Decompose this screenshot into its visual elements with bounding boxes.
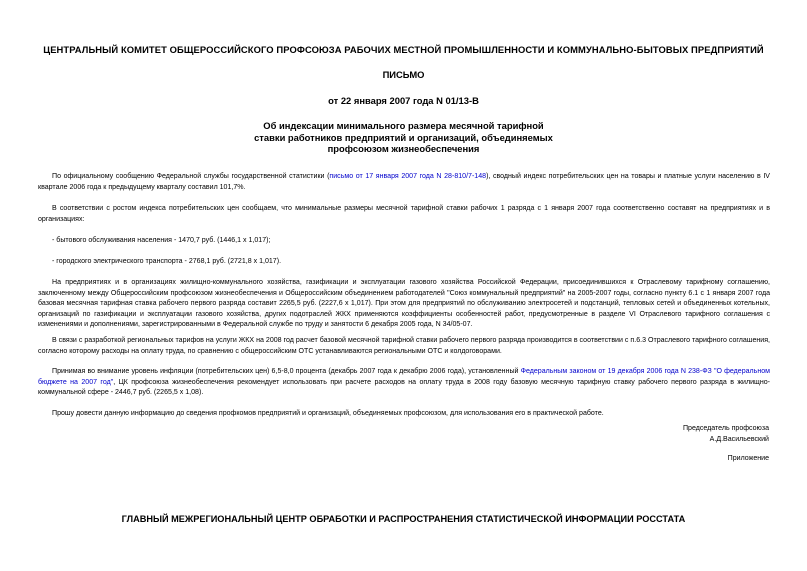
paragraph-inflation	[38, 367, 770, 399]
rosstat-footer: ГЛАВНЫЙ МЕЖРЕГИОНАЛЬНЫЙ ЦЕНТР ОБРАБОТКИ И РАСПРОСТРАНЕНИЯ СТАТИСТИЧЕСКОЙ ИНФОРМАЦИИ РОССТАТА	[121, 514, 686, 524]
paragraph-request: Прошу довести данную информацию до сведения профкомов предприятий и организаций, объединяемых профсоюзом, для использования его в практической работе.	[52, 410, 604, 417]
paragraph-minimum-rates: В соответствии с ростом индекса потребительских цен сообщаем, что минимальные размеры месячной тарифной ставки рабочих 1 разряда с 1 января 2007 года соответственно составят на предприятиях и в организациях:	[38, 205, 770, 223]
document-date: от 22 января 2007 года N 01/13-В	[328, 95, 479, 106]
paragraph-statistics	[38, 172, 770, 193]
subject-line-2: ставки работников предприятий и организаций, объединяемых	[254, 131, 553, 143]
paragraph-housing-utilities: На предприятиях и в организациях жилищно-коммунального хозяйства, газификации и эксплуатации газового хозяйства Российской Федерации, присоединившихся к Отраслевому тарифному соглашению, заключенному между Общероссийским профсоюзом жизнеобеспечения и Общероссийским объединением работодателей "Союз коммунальный предприятий" на 2005-2007 годы, согласно пункту 6.1 с 1 января 2007 года базовая месячная тарифная ставка рабочего первого разряда составит 2265,5 руб. (2227,6 х 1,017). При этом для предприятий по обслуживанию электросетей и подстанций, тепловых сетей и объединенных котельных, организаций по газификации и эксплуатации газового хозяйства, других подотраслей ЖКХ применяются коэффициенты особенностей работ, предусмотренные в разделе VI Отраслевого тарифного соглашения с изменениями и дополнениями, зарегистрированными в Федеральной службе по труду и занятости 6 декабря 2005 года, N 34/05-07.	[38, 279, 770, 329]
appendix-label: Приложение	[727, 455, 769, 462]
document-type: ПИСЬМО	[382, 69, 425, 80]
paragraph-regional-tariffs: В связи с разработкой региональных тарифов на услуги ЖКХ на 2008 год расчет базовой месячной тарифной ставки рабочего первого разряда производится в соответствии с п.6.3 Отраслевого тарифного соглашения, согласно которому расходы на оплату труда, по сравнению с общероссийским ОТС устанавливаются региональными ОТС и колдоговорами.	[38, 337, 770, 355]
signature-block	[683, 424, 769, 445]
list-item-household-services: - бытового обслуживания населения - 1470,7 руб. (1446,1 х 1,017);	[52, 237, 271, 244]
list-item-electric-transport: - городского электрического транспорта - 2768,1 руб. (2721,8 х 1,017).	[52, 258, 282, 265]
paragraph-text: , ЦК профсоюза жизнеобеспечения рекомендует использовать при расчете расходов на оплату труда в 2008 году базовую месячную тарифную ставку рабочего первого разряда в жилищно-коммунальной сфере - 2446,7 руб. (2265,5 х 1,08).	[38, 378, 771, 397]
rosstat-letter-link[interactable]: письмо от 17 января 2007 года N 28-810/7-148	[329, 173, 487, 180]
federal-law-link[interactable]: Федеральным законом от 19 декабря 2006 года N 238-ФЗ "О федеральном бюджете на 2007 год"	[38, 368, 770, 386]
subject-line-1: Об индексации минимального размера месячной тарифной	[263, 120, 544, 131]
organization-header: ЦЕНТРАЛЬНЫЙ КОМИТЕТ ОБЩЕРОССИЙСКОГО ПРОФСОЮЗА РАБОЧИХ МЕСТНОЙ ПРОМЫШЛЕННОСТИ И КОММУНАЛЬНО-БЫТОВЫХ ПРЕДПРИЯТИЙ	[43, 44, 764, 55]
subject-line-3: профсоюзом жизнеобеспечения	[327, 143, 480, 154]
signatory-title: Председатель профсоюза	[682, 425, 769, 432]
paragraph-text: Принимая во внимание уровень инфляции (потребительских цен) 6,5-8,0 процента (декабрь 2007 года к декабрю 2006 года), установленный	[52, 368, 521, 375]
paragraph-text: По официальному сообщению Федеральной службы государственной статистики (	[52, 173, 330, 180]
paragraph-text: ), сводный индекс потребительских цен на товары и платные услуги населению в IV квартале 2006 года к предыдущему кварталу составил 101,7%.	[38, 173, 770, 191]
signatory-name: А.Д.Васильевский	[709, 435, 769, 443]
document-subject	[200, 120, 607, 155]
